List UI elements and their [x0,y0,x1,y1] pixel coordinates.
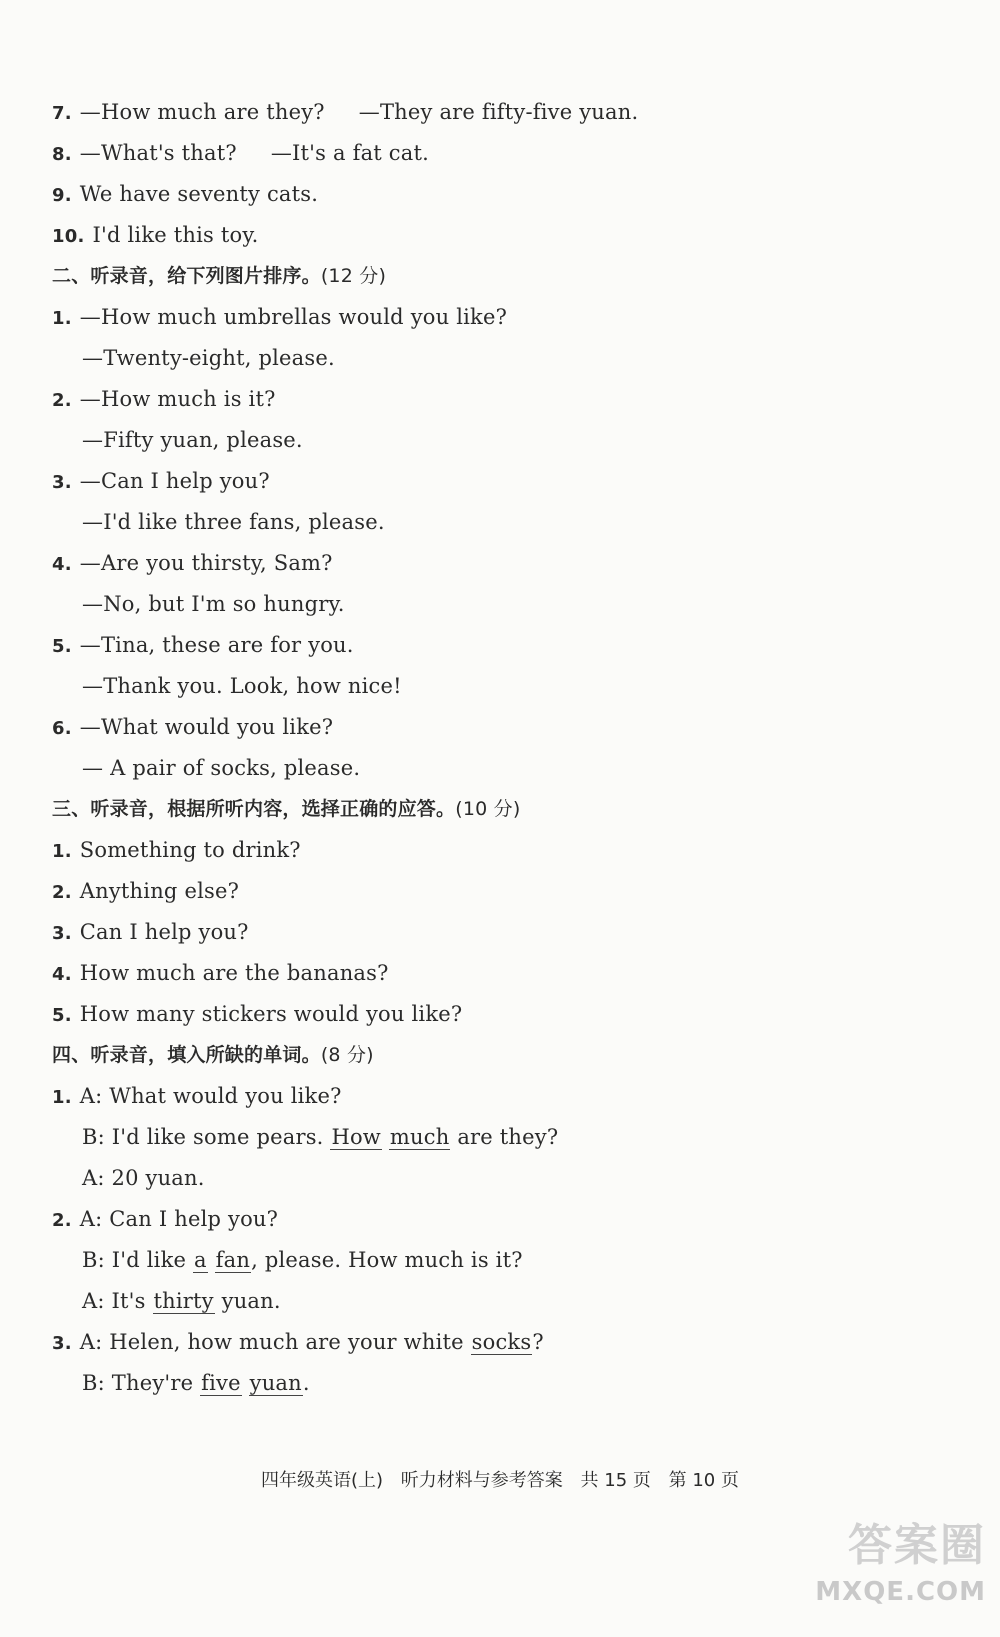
part1-item-7: 7. —How much are they? —They are fifty-five yuan. [52,100,639,124]
answer-blank: How [331,1125,381,1149]
section4-heading: 四、听录音，填入所缺的单词。(8 分) [52,1044,374,1066]
section2-item-3-question: 3. —Can I help you? [52,469,270,493]
section2-item-2-answer: —Fifty yuan, please. [82,428,303,452]
section4-q1-line1: 1. A: What would you like? [52,1084,342,1108]
section2-item-5-question: 5. —Tina, these are for you. [52,633,354,657]
answer-blank: socks [471,1330,532,1354]
section4-q2-line3: A: It's thirty yuan. [82,1289,281,1313]
section2-item-5-answer: —Thank you. Look, how nice! [82,674,402,698]
section3-item-3: 3. Can I help you? [52,920,249,944]
part1-item-10: 10. I'd like this toy. [52,223,259,247]
section2-item-4-question: 4. —Are you thirsty, Sam? [52,551,333,575]
page-footer [0,1466,1000,1492]
section2-item-6-question: 6. —What would you like? [52,715,334,739]
section4-q1-line3: A: 20 yuan. [82,1166,205,1190]
part1-item-8: 8. —What's that? —It's a fat cat. [52,141,430,165]
section4-q2-line2: B: I'd like a fan, please. How much is it? [82,1248,523,1272]
watermark [796,1509,986,1629]
watermark-logo: 答案圈 [848,1520,986,1571]
footer-total-pages: 共 15 页 [580,1470,651,1491]
answer-blank: yuan [249,1371,302,1395]
section4-q1-line2: B: I'd like some pears. How much are they? [82,1125,559,1149]
section3-item-5: 5. How many stickers would you like? [52,1002,463,1026]
section4-q2-line1: 2. A: Can I help you? [52,1207,279,1231]
section2-item-1-answer: —Twenty-eight, please. [82,346,335,370]
answer-blank: much [389,1125,450,1149]
answer-blank: fan [215,1248,251,1272]
section3-item-1: 1. Something to drink? [52,838,301,862]
section2-item-4-answer: —No, but I'm so hungry. [82,592,345,616]
section4-q3-line1: 3. A: Helen, how much are your white socks? [52,1330,544,1354]
section3-heading: 三、听录音，根据所听内容，选择正确的应答。(10 分) [52,798,521,820]
section2-heading: 二、听录音，给下列图片排序。(12 分) [52,265,387,287]
section4-q3-line2: B: They're five yuan. [82,1371,310,1395]
answer-blank: a [194,1248,207,1272]
answer-blank: thirty [153,1289,214,1313]
section2-item-1-question: 1. —How much umbrellas would you like? [52,305,508,329]
section2-item-6-answer: — A pair of socks, please. [82,756,361,780]
section2-item-3-answer: —I'd like three fans, please. [82,510,385,534]
section3-item-2: 2. Anything else? [52,879,240,903]
footer-subtitle: 听力材料与参考答案 [400,1470,563,1491]
footer-book-title: 四年级英语(上) [261,1470,384,1491]
answer-blank: five [201,1371,241,1395]
section3-item-4: 4. How much are the bananas? [52,961,389,985]
watermark-url: MXQE.COM [815,1577,986,1607]
footer-page-number: 第 10 页 [668,1470,739,1491]
part1-item-9: 9. We have seventy cats. [52,182,319,206]
section2-item-2-question: 2. —How much is it? [52,387,276,411]
